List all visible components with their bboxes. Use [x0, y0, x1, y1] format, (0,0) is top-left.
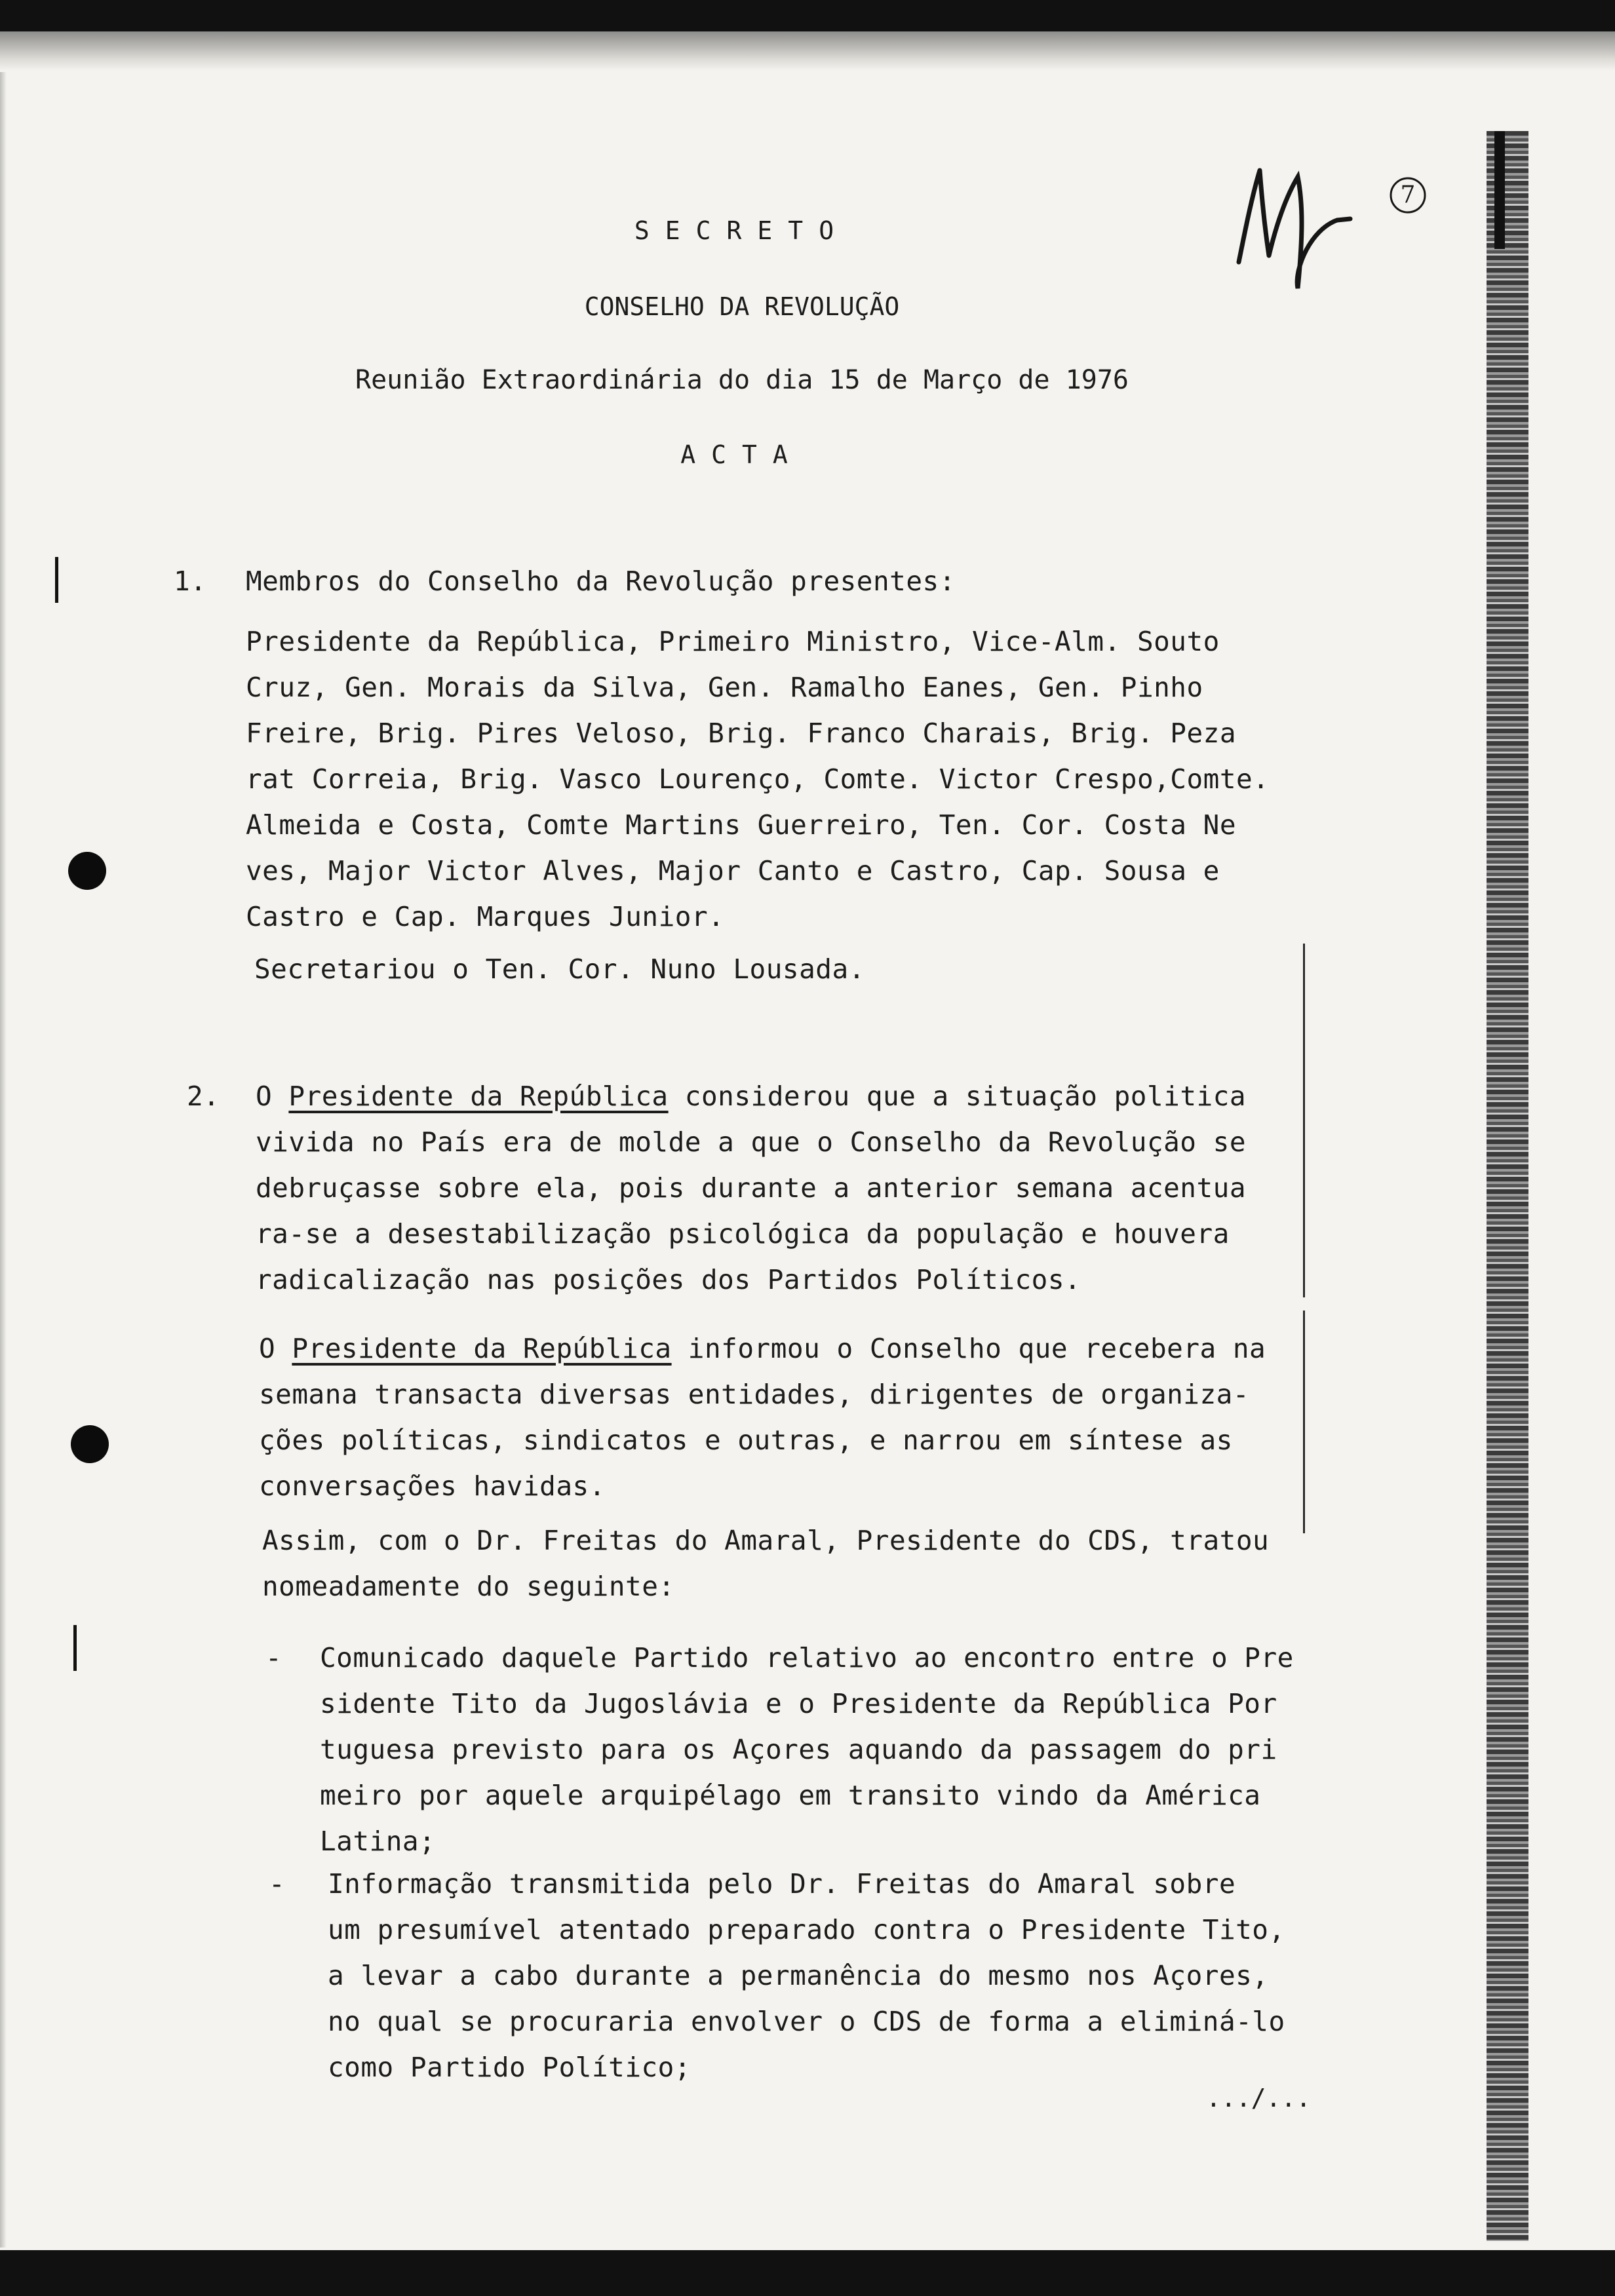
section-2-number: 2. — [187, 1081, 220, 1112]
bullet-line: sidente Tito da Jugoslávia e o Presidente da República Por — [320, 1688, 1277, 1719]
paragraph-1 — [256, 1073, 1246, 1303]
members-line: Freire, Brig. Pires Veloso, Brig. Franco Charais, Brig. Peza — [246, 718, 1237, 749]
scan-top-shadow — [0, 31, 1615, 71]
paragraph-line: ções políticas, sindicatos e outras, e narrou em síntese as — [259, 1425, 1233, 1456]
members-line: Castro e Cap. Marques Junior. — [246, 901, 725, 932]
bullet-line: a levar a cabo durante a permanência do mesmo nos Açores, — [328, 1960, 1269, 1991]
text-fragment: considerou que a situação politica — [668, 1081, 1247, 1112]
margin-rule-2 — [1303, 1311, 1305, 1533]
paragraph-line — [259, 1326, 1266, 1371]
bullet-dash: - — [269, 1868, 286, 1900]
section-1-heading: Membros do Conselho da Revolução presentes: — [246, 565, 956, 597]
classification-label: SECRETO — [634, 216, 850, 245]
text-fragment: O — [259, 1333, 292, 1364]
bullet-line: Latina; — [320, 1826, 436, 1857]
paragraph-line: ra-se a desestabilização psicológica da população e houvera — [256, 1218, 1230, 1250]
paragraph-line: conversações havidas. — [259, 1470, 606, 1502]
secretary-line: Secretariou o Ten. Cor. Nuno Lousada. — [254, 953, 865, 985]
meeting-title: Reunião Extraordinária do dia 15 de Março de 1976 — [355, 365, 1129, 395]
scan-bottom-edge — [0, 2250, 1615, 2296]
punch-hole-bottom — [71, 1425, 109, 1463]
paragraph-2 — [259, 1326, 1266, 1509]
paragraph-line — [256, 1073, 1246, 1119]
council-name: CONSELHO DA REVOLUÇÃO — [584, 292, 900, 321]
paragraph-line: nomeadamente do seguinte: — [262, 1571, 675, 1602]
bullet-line: um presumível atentado preparado contra o Presidente Tito, — [328, 1914, 1285, 1945]
margin-mark-bottom — [73, 1625, 77, 1671]
bullet-line: Informação transmitida pelo Dr. Freitas do Amaral sobre — [328, 1868, 1236, 1900]
members-list — [246, 619, 1269, 940]
bullet-line: meiro por aquele arquipélago em transito vindo da América — [320, 1780, 1261, 1811]
members-line: Presidente da República, Primeiro Ministro, Vice-Alm. Souto — [246, 626, 1220, 657]
continuation-mark: .../... — [1206, 2084, 1312, 2113]
margin-rule-1 — [1303, 944, 1305, 1297]
members-line: rat Correia, Brig. Vasco Lourenço, Comte. Victor Crespo,Comte. — [246, 763, 1270, 795]
scan-binding-dark — [1494, 131, 1505, 249]
bullet-line: Comunicado daquele Partido relativo ao encontro entre o Pre — [320, 1642, 1294, 1674]
bullet-line: no qual se procuraria envolver o CDS de forma a eliminá-lo — [328, 2006, 1285, 2037]
page-number: 7 — [1400, 182, 1416, 208]
members-line: ves, Major Victor Alves, Major Canto e Castro, Cap. Sousa e — [246, 855, 1220, 887]
bullet-dash: - — [265, 1642, 282, 1674]
scan-left-edge — [0, 72, 7, 2248]
scan-binding-strip — [1487, 131, 1528, 2241]
section-1-number: 1. — [174, 565, 207, 597]
scan-top-edge — [0, 0, 1615, 31]
punch-hole-top — [68, 852, 106, 890]
subject-president: Presidente da República — [288, 1081, 669, 1112]
paragraph-line: semana transacta diversas entidades, dirigentes de organiza- — [259, 1379, 1250, 1410]
margin-mark-top — [55, 557, 58, 603]
paragraph-line: Assim, com o Dr. Freitas do Amaral, Presidente do CDS, tratou — [262, 1525, 1270, 1556]
bullet-line: como Partido Político; — [328, 2052, 691, 2083]
subject-president: Presidente da República — [292, 1333, 672, 1364]
members-line: Cruz, Gen. Morais da Silva, Gen. Ramalho Eanes, Gen. Pinho — [246, 672, 1203, 703]
paragraph-line: debruçasse sobre ela, pois durante a anterior semana acentua — [256, 1172, 1247, 1204]
text-fragment: informou o Conselho que recebera na — [671, 1333, 1266, 1364]
document-type: ACTA — [680, 440, 804, 469]
paragraph-line: radicalização nas posições dos Partidos Políticos. — [256, 1264, 1081, 1295]
bullet-item-1 — [320, 1635, 1294, 1864]
bullet-item-2 — [328, 1861, 1285, 2090]
members-line: Almeida e Costa, Comte Martins Guerreiro, Ten. Cor. Costa Ne — [246, 809, 1237, 841]
bullet-line: tuguesa previsto para os Açores aquando da passagem do pri — [320, 1734, 1277, 1765]
text-fragment: O — [256, 1081, 289, 1112]
paragraph-3 — [262, 1518, 1269, 1609]
paragraph-line: vivida no País era de molde a que o Conselho da Revolução se — [256, 1126, 1247, 1158]
